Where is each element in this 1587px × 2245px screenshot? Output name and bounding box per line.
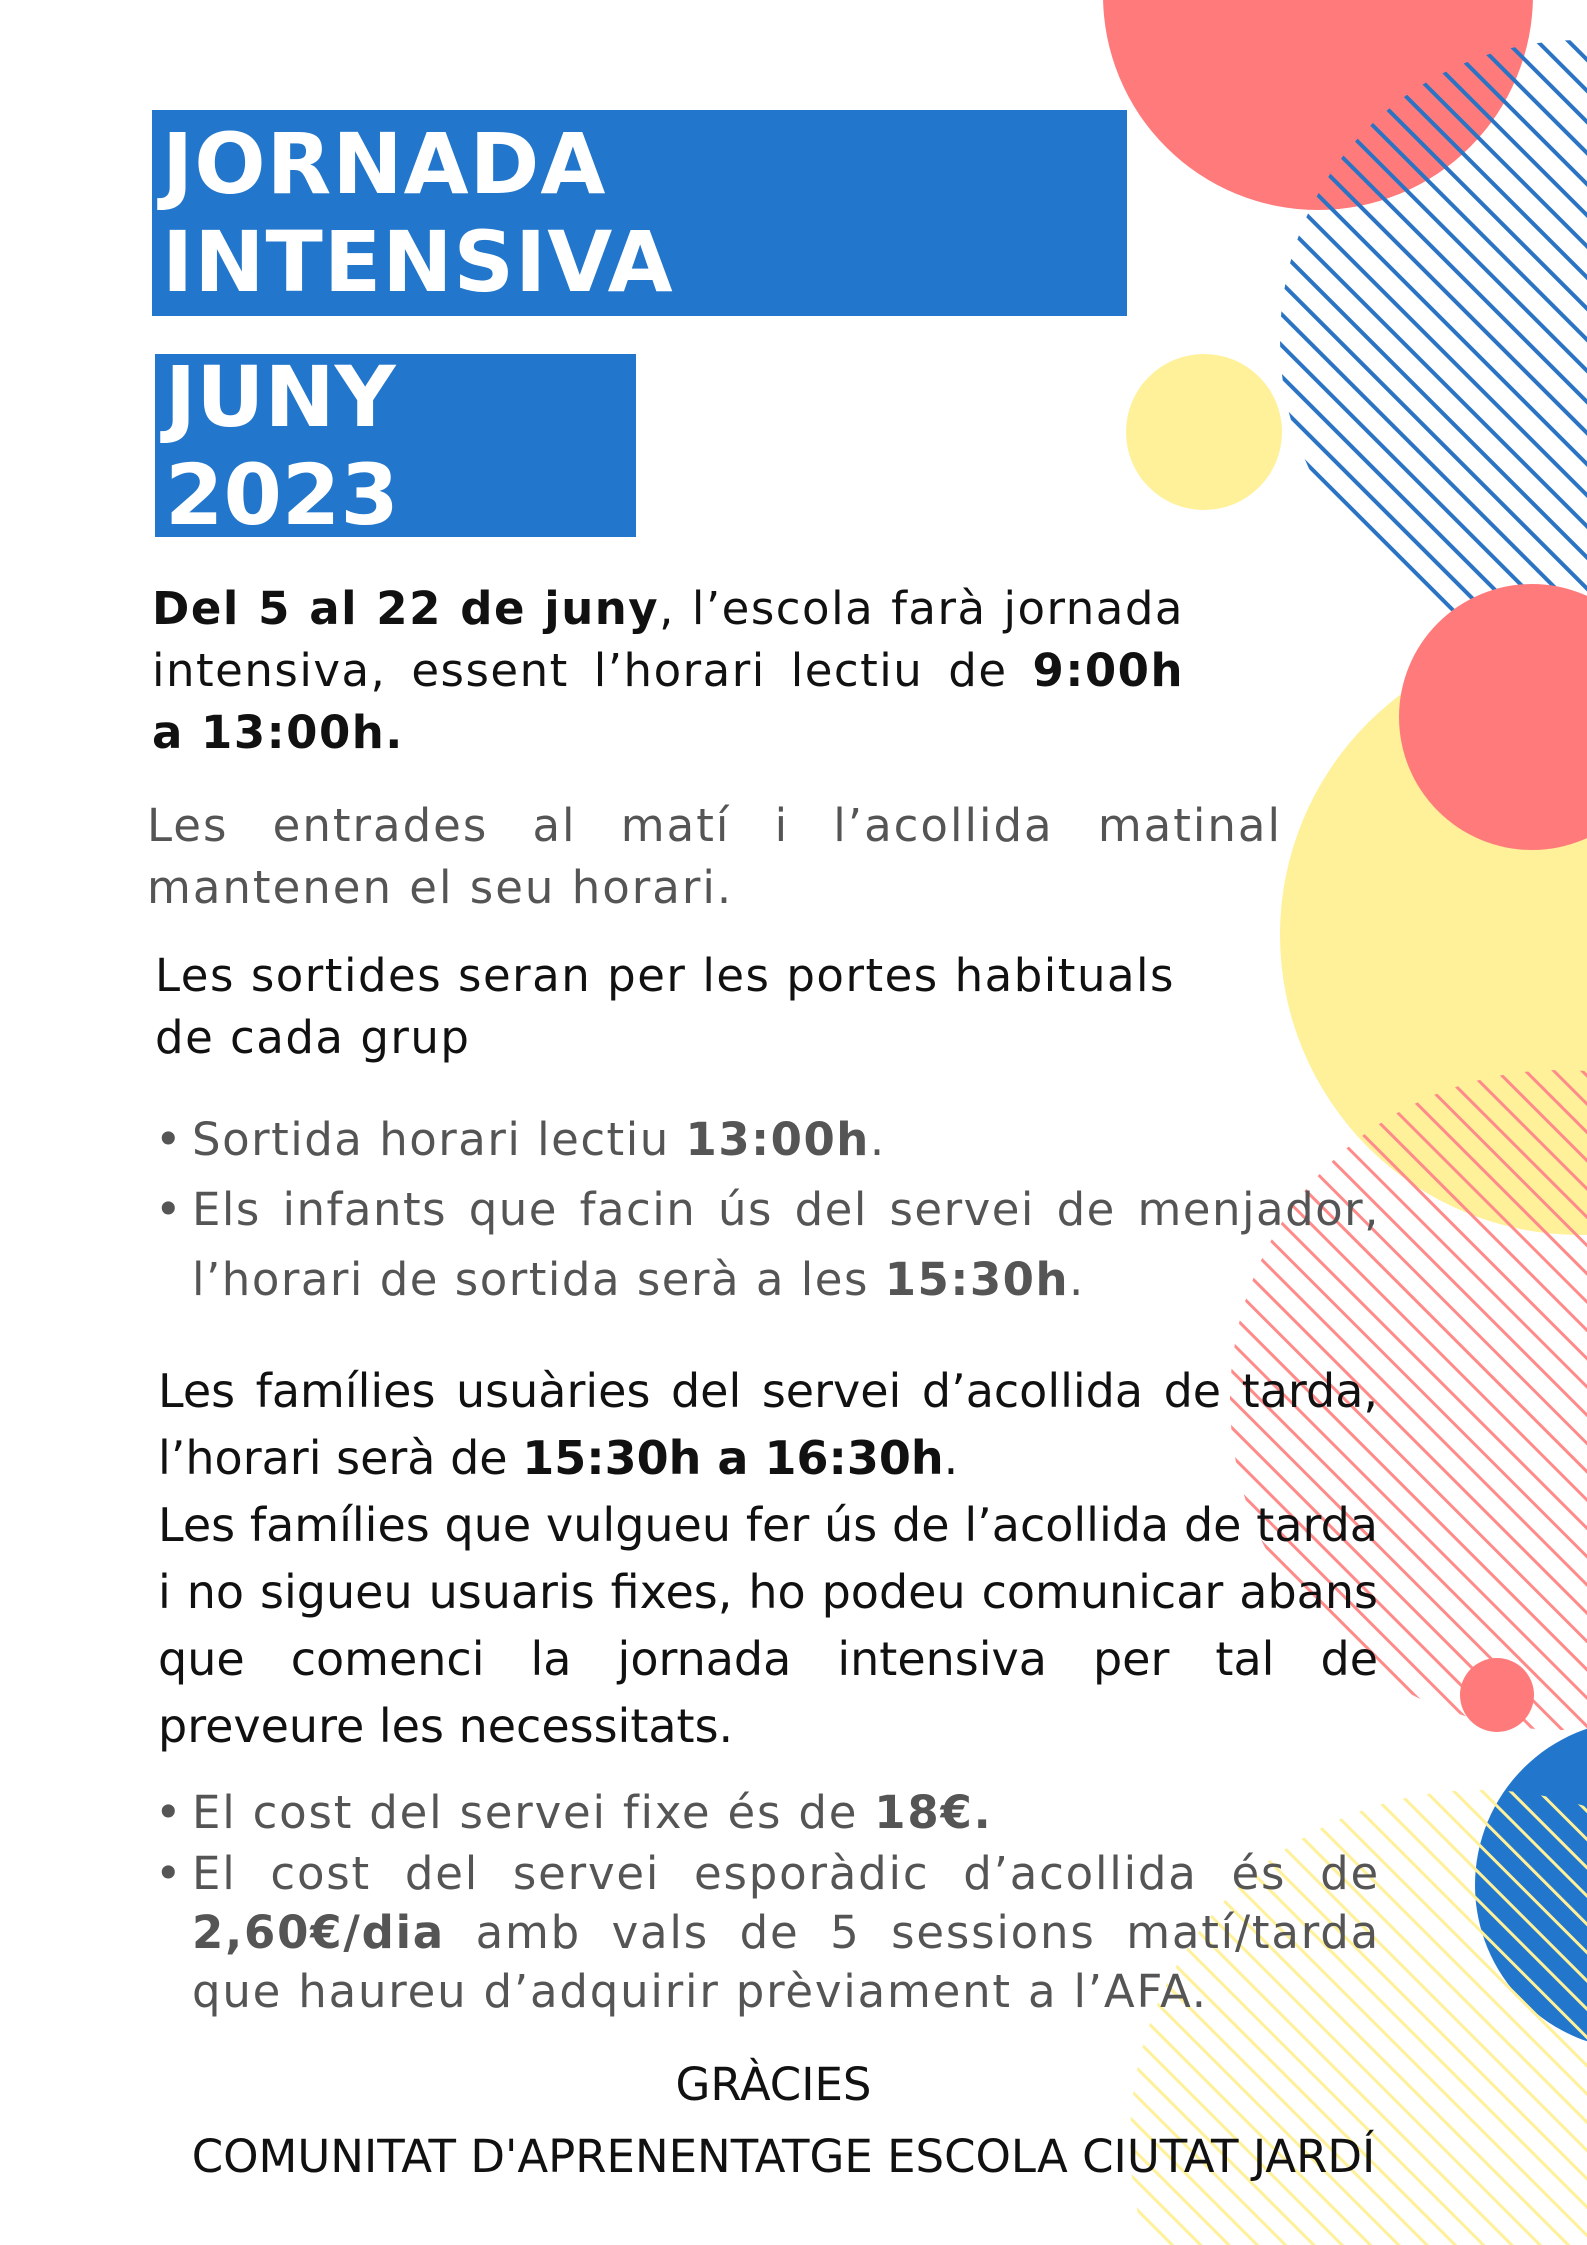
intro-paragraph: [152, 578, 1184, 764]
small-red-dot: [1460, 1658, 1534, 1732]
exit-times-list: [155, 1105, 1380, 1315]
exits-text: Les sortides seran per les portes habituals de cada grup: [155, 949, 1175, 1064]
page-subtitle: JUNY 2023: [165, 347, 399, 544]
entrances-paragraph: [147, 795, 1282, 919]
list-item: • El cost del servei fixe és de 18€.: [155, 1783, 1380, 1842]
cost-list: [155, 1783, 1380, 2021]
afternoon-note: Les famílies que vulgueu fer ús de l’acollida de tarda i no sigueu usuaris fixes, ho podeu comunicar abans que comenci la jornada intensiva per tal de preveure les necessitats.: [158, 1498, 1378, 1753]
afternoon-paragraph: Les famílies usuàries del servei d’acollida de tarda, l’horari serà de 15:30h a 16:30h. Les famílies que vulgueu fer ús de l’acollida de tarda i no sigueu usuaris fixes, ho podeu comunicar abans que comenci la jornada intensiva per tal de preveure les necessitats.: [158, 1364, 1378, 1753]
entrances-text: Les entrades al matí i l’acollida matinal mantenen el seu horari.: [147, 799, 1282, 914]
subtitle-banner: [155, 347, 636, 544]
intro-hours: 9:00h a 13:00h.: [152, 644, 1184, 759]
exits-paragraph: [155, 945, 1175, 1069]
afternoon-hours: 15:30h a 16:30h: [522, 1431, 944, 1485]
page-title: JORNADA INTENSIVA: [162, 115, 674, 311]
list-item: • Sortida horari lectiu 13:00h.: [155, 1105, 1380, 1175]
footer-thanks: GRÀCIES: [675, 2058, 872, 2111]
intro-dates: Del 5 al 22 de juny: [152, 582, 660, 635]
list-item: • El cost del servei esporàdic d’acollida és de 2,60€/dia amb vals de 5 sessions matí/tarda que haureu d’adquirir prèviament a l’AFA.: [155, 1844, 1380, 2021]
title-banner: [152, 110, 1127, 316]
intro-text: , l’escola farà jornada intensiva, essent l’horari lectiu de: [152, 582, 1184, 697]
footer-organization: COMUNITAT D'APRENENTATGE ESCOLA CIUTAT JARDÍ: [191, 2130, 1376, 2183]
small-yellow-circle: [1126, 354, 1282, 510]
list-item: • Els infants que facin ús del servei de menjador, l’horari de sortida serà a les 15:30h.: [155, 1175, 1380, 1315]
